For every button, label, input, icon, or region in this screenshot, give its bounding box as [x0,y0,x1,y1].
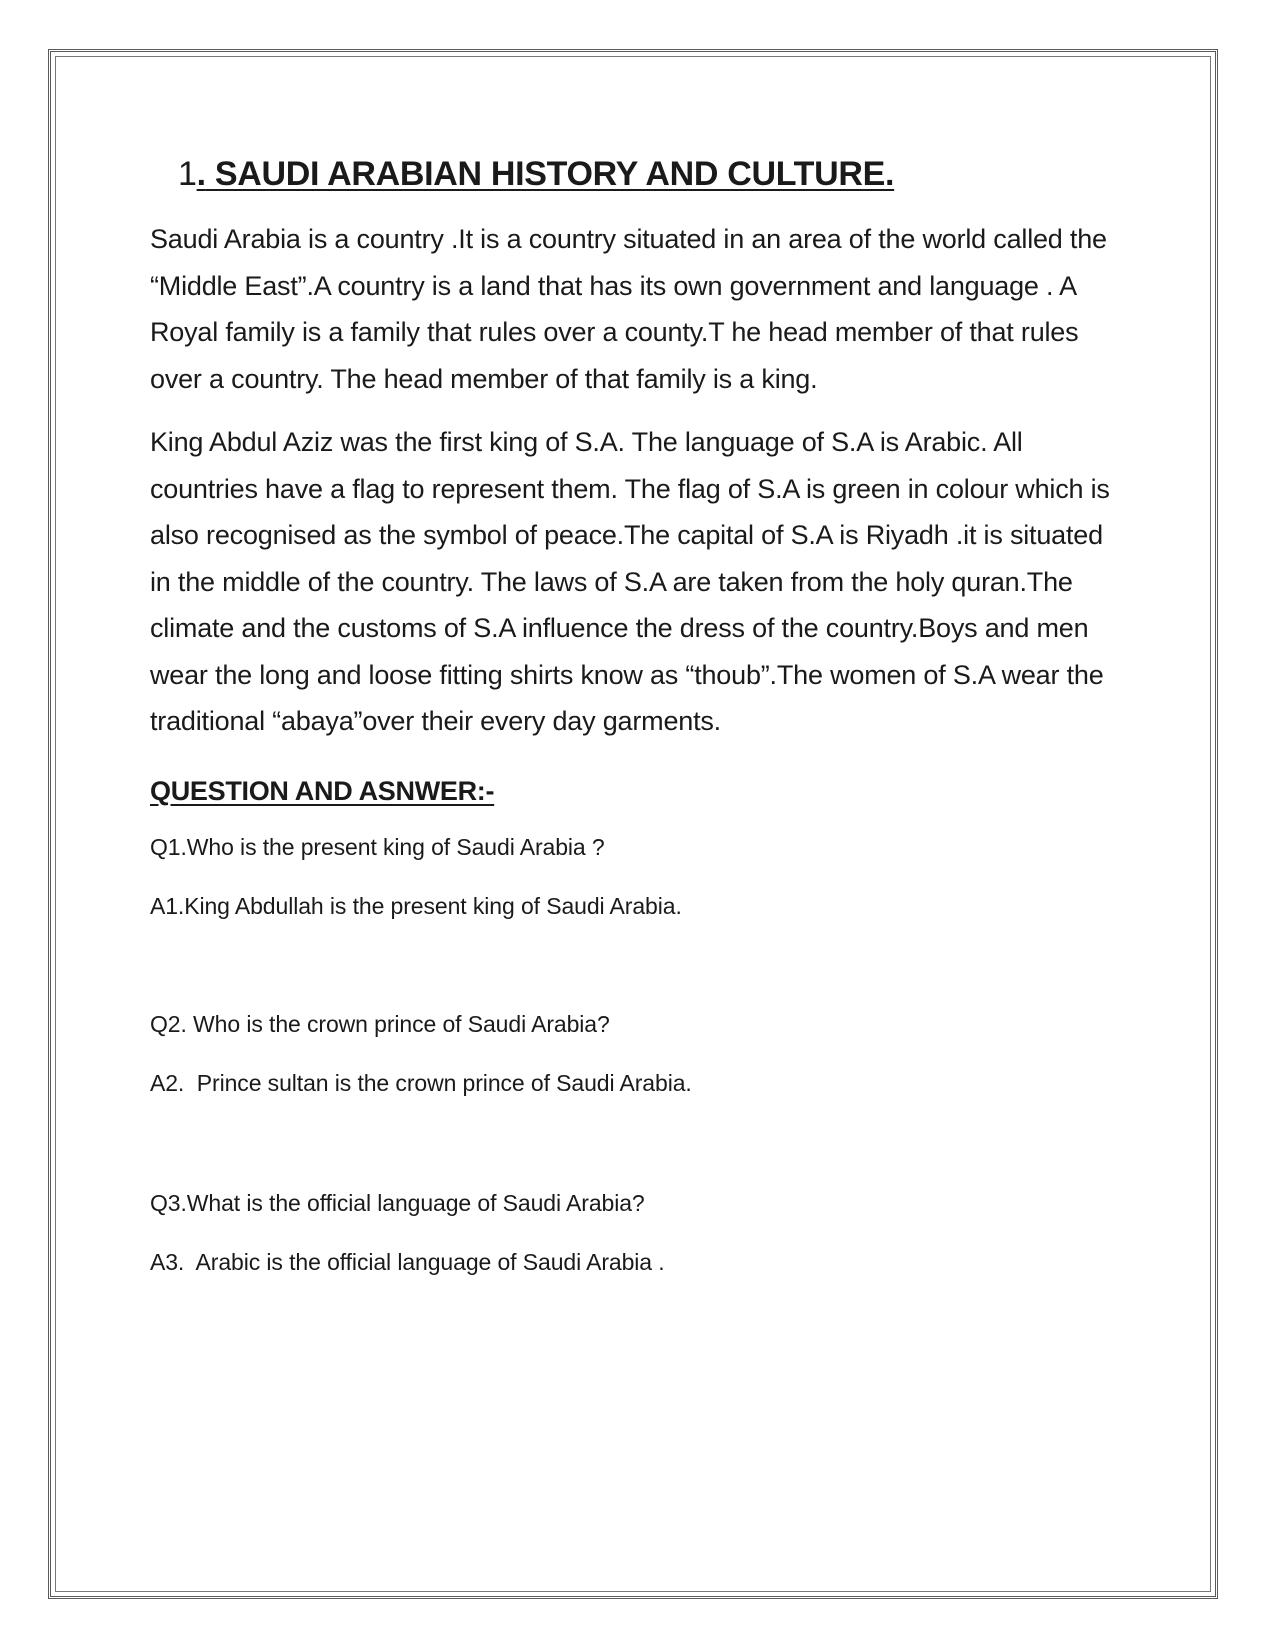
qa-heading: QUESTION AND ASNWER:- [150,775,495,806]
answer-3: A3. Arabic is the official language of Saudi Arabia . [150,1248,665,1275]
title-text: SAUDI ARABIAN HISTORY AND CULTURE. [205,155,895,193]
title-number: 1 [178,155,197,193]
question-1: Q1.Who is the present king of Saudi Arabia ? [150,833,605,860]
answer-2: A2. Prince sultan is the crown prince of Saudi Arabia. [150,1069,692,1096]
title-dot: . [196,155,206,193]
paragraph-details: King Abdul Aziz was the first king of S.A. The language of S.A is Arabic. All countries have a flag to represent them. The flag of S.A is green in colour which is also recognised as the symbol of peace.The capital of S.A is Riyadh .it is situated in the middle of the country. The laws of S.A are taken from the holy quran.The climate and the customs of S.A influence the dress of the country.Boys and men wear the long and loose fitting shirts know as “thoub”.The women of S.A wear the traditional “abaya”over their every day garments. [150,427,1110,736]
paragraph-intro: Saudi Arabia is a country .It is a country situated in an area of the world called the “Middle East”.A country is a land that has its own government and language . A Royal family is a family that rules over a county.T he head member of that rules over a country. The head member of that family is a king. [150,224,1107,394]
question-2: Q2. Who is the crown prince of Saudi Arabia? [150,1010,610,1037]
answer-1: A1.King Abdullah is the present king of Saudi Arabia. [150,892,682,919]
document-content [150,150,1130,1278]
page-title [178,150,1130,198]
question-3: Q3.What is the official language of Saudi Arabia? [150,1189,645,1216]
